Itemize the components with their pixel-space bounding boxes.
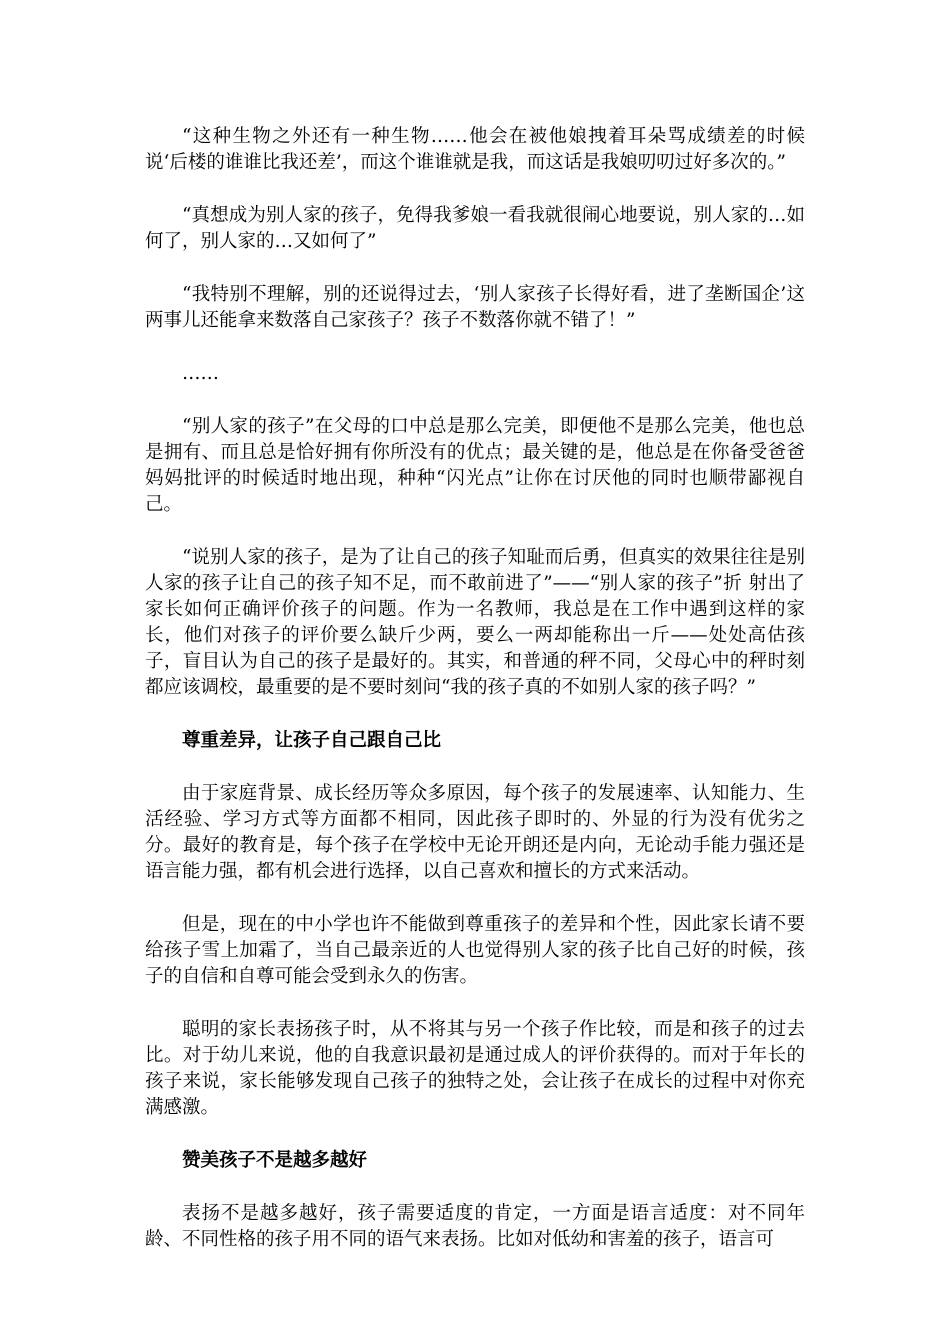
paragraph: …… <box>182 363 219 384</box>
paragraph: 表扬不是越多越好，孩子需要适度的肯定，一方面是语言适度：对不同年龄、不同性格的孩子用不同的语气来表扬。比如对低幼和害羞的孩子，语言可 <box>145 1203 805 1250</box>
paragraph: “别人家的孩子”在父母的口中总是那么完美，即便他不是那么完美，他也总是拥有、而且总是恰好拥有你所没有的优点；最关键的是，他总是在你备受爸爸妈妈批评的时候适时地出现，种种“闪光点”让你在讨厌他的同时也顺带鄙视自己。 <box>145 416 805 515</box>
paragraph: 但是，现在的中小学也许不能做到尊重孩子的差异和个性，因此家长请不要给孩子雪上加霜了，当自己最亲近的人也觉得别人家的孩子比自己好的时候，孩子的自信和自尊可能会受到永久的伤害。 <box>145 914 805 987</box>
section-heading: 尊重差异，让孩子自己跟自己比 <box>182 730 442 751</box>
paragraph: “真想成为别人家的孩子，免得我爹娘一看我就很闹心地要说，别人家的…如何了，别人家的…又如何了” <box>145 205 805 252</box>
section-heading: 赞美孩子不是越多越好 <box>182 1150 368 1171</box>
paragraph: 由于家庭背景、成长经历等众多原因，每个孩子的发展速率、认知能力、生活经验、学习方式等方面都不相同，因此孩子即时的、外显的行为没有优劣之 分。最好的教育是，每个孩子在学校中无论开朗还是内向，无论动手能力强还是语言能力强，都有机会进行选择，以自己喜欢和擅长的方式来活动。 <box>145 783 805 882</box>
paragraph: “我特别不理解，别的还说得过去，‘别人家孩子长得好看，进了垄断国企’这两事儿还能拿来数落自己家孩子？孩子不数落你就不错了！” <box>145 284 805 331</box>
paragraph: “这种生物之外还有一种生物……他会在被他娘拽着耳朵骂成绩差的时候说‘后楼的谁谁比我还差’，而这个谁谁就是我，而这话是我娘叨叨过好多次的。” <box>145 126 805 173</box>
document-page <box>145 124 805 1280</box>
paragraph: 聪明的家长表扬孩子时，从不将其与另一个孩子作比较，而是和孩子的过去比。对于幼儿来说，他的自我意识最初是通过成人的评价获得的。而对于年长的孩子来说，家长能够发现自己孩子的独特之处，会让孩子在成长的过程中对你充满感激。 <box>145 1019 805 1118</box>
paragraph: “说别人家的孩子，是为了让自己的孩子知耻而后勇，但真实的效果往往是别人家的孩子让自己的孩子知不足，而不敢前进了”——“别人家的孩子”折 射出了家长如何正确评价孩子的问题。作为一名教师，我总是在工作中遇到这样的家长，他们对孩子的评价要么缺斤少两，要么一两却能称出一斤——处处高估孩 子，盲目认为自己的孩子是最好的。其实，和普通的秤不同，父母心中的秤时刻都应该调校，最重要的是不要时刻问“我的孩子真的不如别人家的孩子吗？” <box>145 547 805 698</box>
